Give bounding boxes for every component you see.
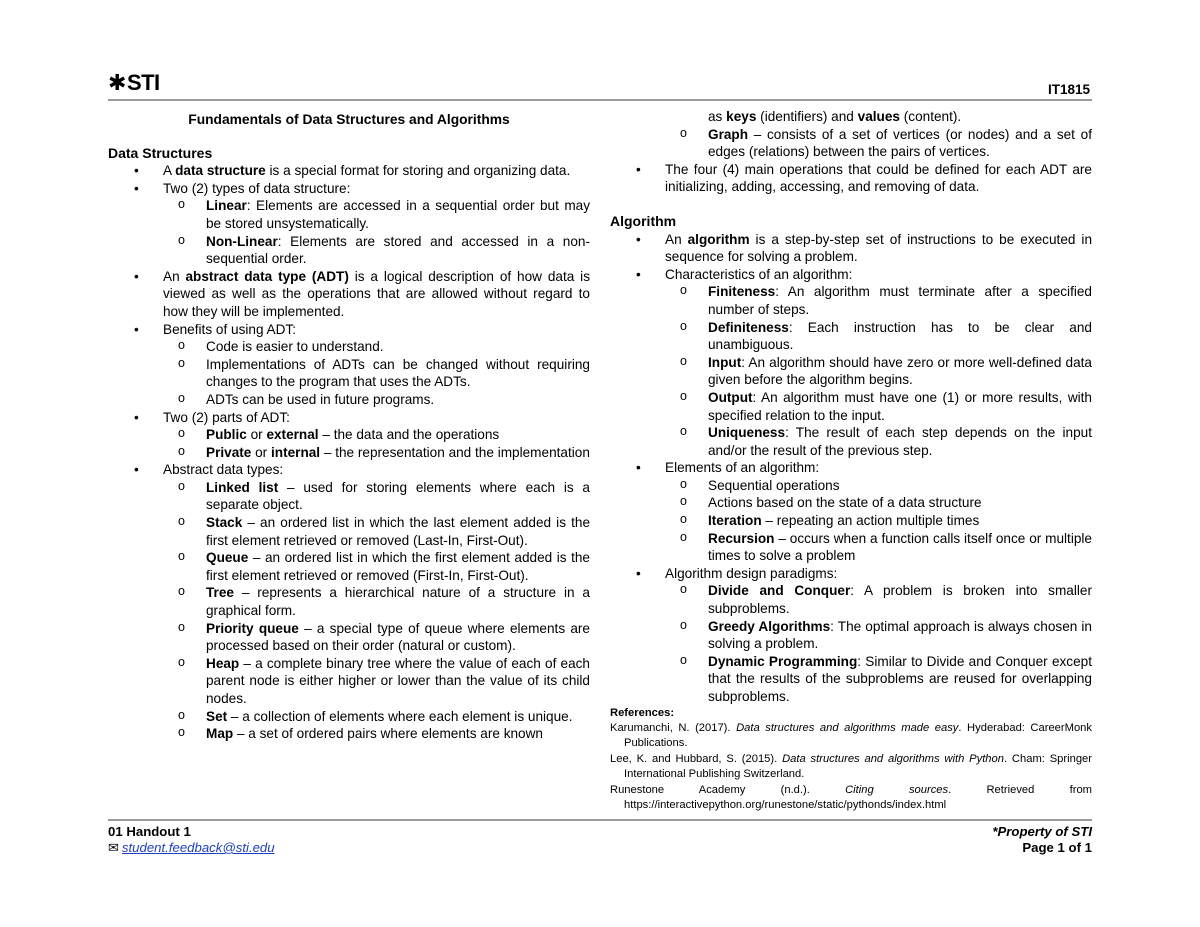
- property-label: *Property of STI: [992, 824, 1092, 839]
- list-item: • Abstract data types:: [108, 461, 590, 479]
- list-item: • Benefits of using ADT:: [108, 321, 590, 339]
- list-item: o Queue – an ordered list in which the first element added is the first element retrieved or removed (First-In, First-Out).: [108, 549, 590, 584]
- references-title: References:: [610, 706, 675, 719]
- sti-logo: [108, 70, 160, 96]
- list-item: o Recursion – occurs when a function calls itself once or multiple times to solve a problem: [610, 530, 1092, 565]
- reference-item: Karumanchi, N. (2017). Data structures and algorithms made easy. Hyderabad: CareerMonk Publications.: [610, 722, 1092, 750]
- list-item: o Dynamic Programming: Similar to Divide and Conquer except that the results of the subproblems are reused for overlapping subproblems.: [610, 653, 1092, 706]
- list-item: • Two (2) types of data structure:: [108, 180, 590, 198]
- list-item: o Tree – represents a hierarchical nature of a structure in a graphical form.: [108, 584, 590, 619]
- list-item: o Code is easier to understand.: [108, 338, 590, 356]
- page-number: Page 1 of 1: [1022, 840, 1092, 855]
- list-item: o Iteration – repeating an action multiple times: [610, 512, 1092, 530]
- section-heading-algorithm: Algorithm: [610, 212, 677, 229]
- left-column: [108, 108, 590, 743]
- list-item: o Public or external – the data and the operations: [108, 426, 590, 444]
- list-item: o Linked list – used for storing elements where each is a separate object.: [108, 479, 590, 514]
- list-item: • Algorithm design paradigms:: [610, 565, 1092, 583]
- list-item: • Elements of an algorithm:: [610, 459, 1092, 477]
- list-item: • Two (2) parts of ADT:: [108, 409, 590, 427]
- section-heading-data-structures: Data Structures: [108, 144, 213, 161]
- list-item: • The four (4) main operations that could be defined for each ADT are initializing, adding, accessing, and removing of data.: [610, 161, 1092, 196]
- list-item: o Priority queue – a special type of queue where elements are processed based on their order (natural or custom).: [108, 620, 590, 655]
- list-item: • A data structure is a special format for storing and organizing data.: [108, 162, 590, 180]
- list-item: o Output: An algorithm must have one (1) or more results, with specified relation to the input.: [610, 389, 1092, 424]
- reference-item: Lee, K. and Hubbard, S. (2015). Data structures and algorithms with Python. Cham: Springer International Publishing Switzerland.: [610, 752, 1092, 781]
- list-item: • An abstract data type (ADT) is a logical description of how data is viewed as well as the operations that are allowed without regard to how they will be implemented.: [108, 268, 590, 321]
- list-item: o Divide and Conquer: A problem is broken into smaller subproblems.: [610, 582, 1092, 617]
- data-structures-list-continued: [610, 108, 1092, 196]
- feedback-email-link[interactable]: student.feedback@sti.edu: [121, 840, 275, 855]
- list-item: o Private or internal – the representation and the implementation: [108, 444, 590, 462]
- list-item: o Definiteness: Each instruction has to be clear and unambiguous.: [610, 319, 1092, 354]
- list-item: • An algorithm is a step-by-step set of instructions to be executed in sequence for solving a problem.: [610, 231, 1092, 266]
- list-item: o Linear: Elements are accessed in a sequential order but may be stored unsystematically.: [108, 197, 590, 232]
- list-item: o Stack – an ordered list in which the last element added is the first element retrieved or removed (Last-In, First-Out).: [108, 514, 590, 549]
- list-item: as keys (identifiers) and values (content).: [708, 109, 962, 124]
- list-item: o Non-Linear: Elements are stored and accessed in a non-sequential order.: [108, 233, 590, 268]
- list-item: o Actions based on the state of a data structure: [610, 494, 1092, 512]
- right-column: [610, 108, 1092, 813]
- list-item: o Input: An algorithm should have zero or more well-defined data given before the algorithm begins.: [610, 354, 1092, 389]
- list-item: o Implementations of ADTs can be changed without requiring changes to the program that uses the ADTs.: [108, 356, 590, 391]
- list-item: o ADTs can be used in future programs.: [108, 391, 590, 409]
- data-structures-list: [108, 162, 590, 743]
- list-item: o Sequential operations: [610, 477, 1092, 495]
- list-item: o Heap – a complete binary tree where the value of each of each parent node is either higher or lower than the value of its child nodes.: [108, 655, 590, 708]
- list-item: o Set – a collection of elements where each element is unique.: [108, 708, 590, 726]
- list-item: • Characteristics of an algorithm:: [610, 266, 1092, 284]
- list-item: o Map – a set of ordered pairs where elements are known: [108, 725, 590, 743]
- handout-label: 01 Handout 1: [108, 824, 191, 839]
- course-code: IT1815: [1047, 82, 1090, 97]
- list-item: o Greedy Algorithms: The optimal approach is always chosen in solving a problem.: [610, 618, 1092, 653]
- footer-right: [992, 824, 1092, 856]
- list-item: o Uniqueness: The result of each step depends on the input and/or the result of the previous step.: [610, 424, 1092, 459]
- document-title: Fundamentals of Data Structures and Algorithms: [188, 112, 510, 127]
- list-item: o Graph – consists of a set of vertices (or nodes) and a set of edges (relations) between the pairs of vertices.: [610, 126, 1092, 161]
- envelope-icon: ✉: [108, 840, 119, 855]
- list-item: o Finiteness: An algorithm must terminate after a specified number of steps.: [610, 283, 1092, 318]
- star-icon: ✱: [108, 70, 126, 95]
- header-divider: [108, 99, 1092, 101]
- references: [610, 706, 1092, 814]
- logo-text: STI: [126, 70, 160, 95]
- algorithm-list: [610, 231, 1092, 706]
- footer-divider: [108, 819, 1092, 821]
- reference-item: Runestone Academy (n.d.). Citing sources. Retrieved from https://interactivepython.org/runestone/static/pythonds/index.html: [610, 783, 1092, 812]
- footer-left: [108, 824, 275, 856]
